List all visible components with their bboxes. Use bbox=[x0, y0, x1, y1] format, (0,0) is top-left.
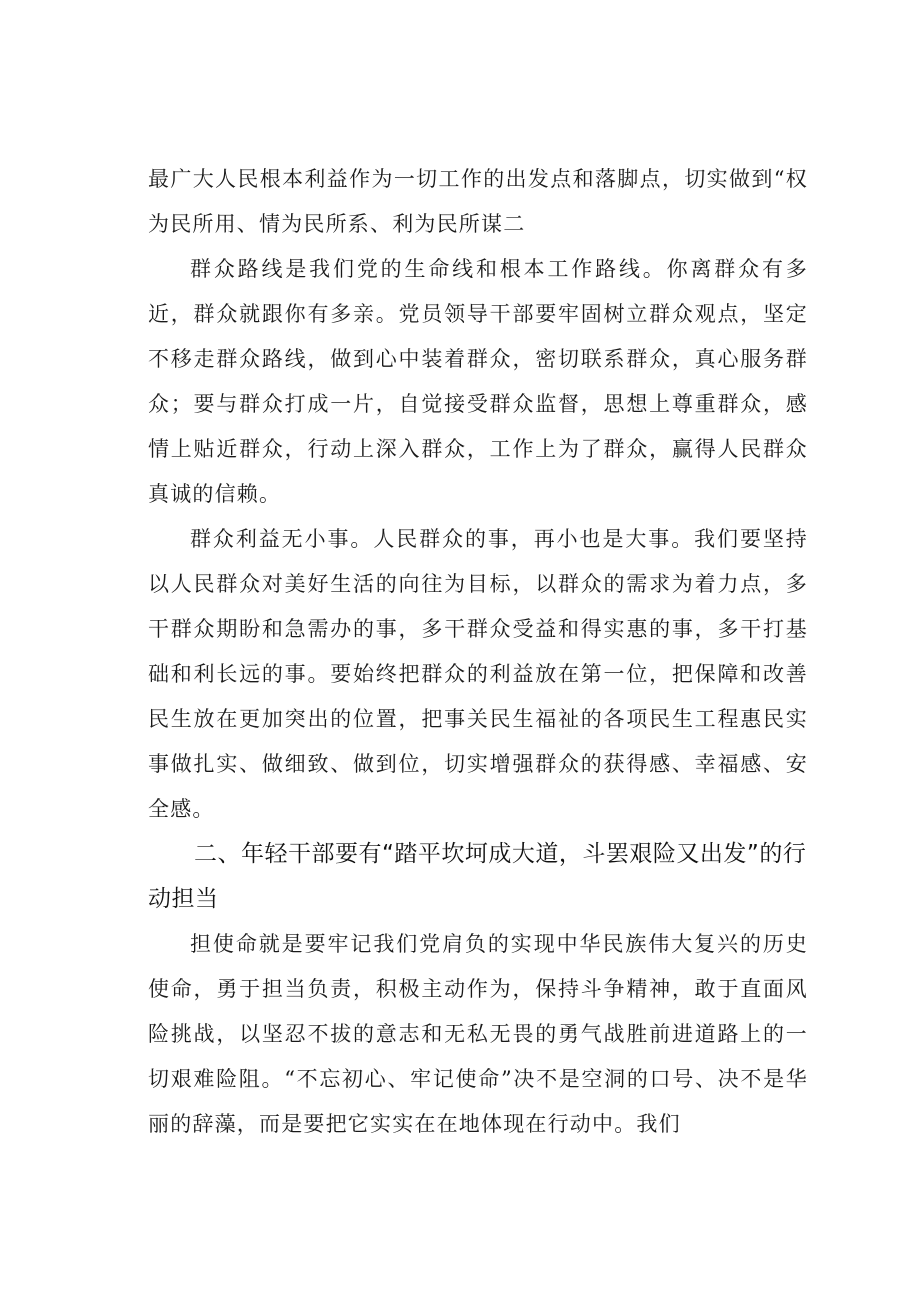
section-heading: 二、年轻干部要有“踏平坎坷成大道，斗罢艰险又出发”的行动担当 bbox=[148, 841, 807, 912]
paragraph-mass-interests: 群众利益无小事。人民群众的事，再小也是大事。我们要坚持以人民群众对美好生活的向往为目标，以群众的需求为着力点，多干群众期盼和急需办的事，多干群众受益和得实惠的事，多干打基础和利长远的事。要始终把群众的利益放在第一位，把保障和改善民生放在更加突出的位置，把事关民生福祉的各项民生工程惠民实事做扎实、做细致、做到位，切实增强群众的获得感、幸福感、安全感。 bbox=[148, 527, 808, 821]
document-body bbox=[148, 157, 808, 1147]
paragraph-continuation: 最广大人民根本利益作为一切工作的出发点和落脚点，切实做到“权为民所用、情为民所系、利为民所谋二 bbox=[148, 167, 808, 236]
paragraph-mission: 担使命就是要牢记我们党肩负的实现中华民族伟大复兴的历史使命，勇于担当负责，积极主动作为，保持斗争精神，敢于直面风险挑战，以坚忍不拔的意志和无私无畏的勇气战胜前进道路上的一切艰难险阻。“不忘初心、牢记使命”决不是空洞的口号、决不是华丽的辞藻，而是要把它实实在在地体现在行动中。我们 bbox=[148, 932, 808, 1136]
paragraph-mass-line: 群众路线是我们党的生命线和根本工作路线。你离群众有多近，群众就跟你有多亲。党员领导干部要牢固树立群众观点，坚定不移走群众路线，做到心中装着群众，密切联系群众，真心服务群众；要与群众打成一片，自觉接受群众监督，思想上尊重群众，感情上贴近群众，行动上深入群众，工作上为了群众，赢得人民群众真诚的信赖。 bbox=[148, 257, 808, 506]
